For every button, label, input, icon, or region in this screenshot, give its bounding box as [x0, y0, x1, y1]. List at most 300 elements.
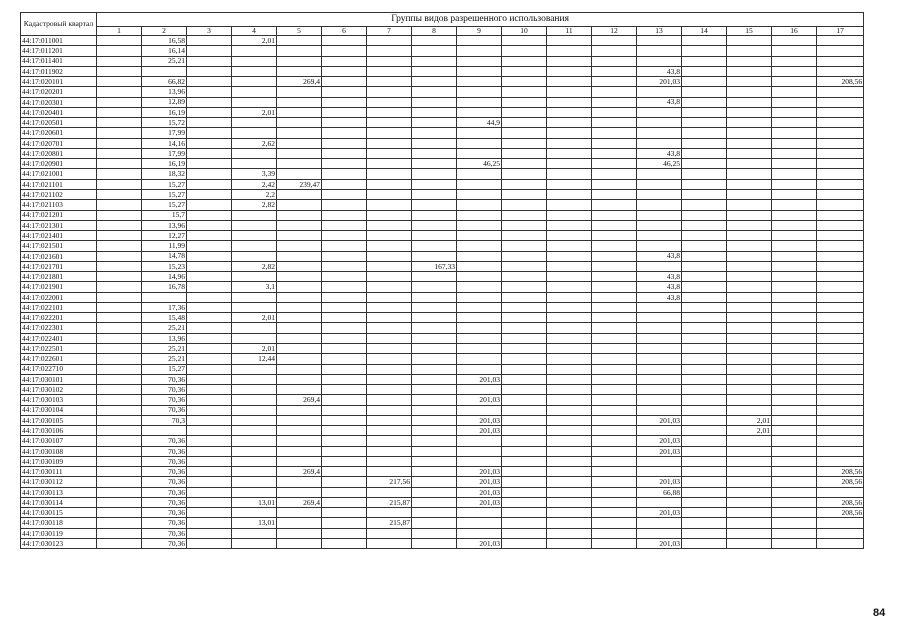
value-cell-group-5 — [277, 107, 322, 117]
value-cell-group-8 — [412, 426, 457, 436]
column-number-6: 6 — [322, 27, 367, 36]
value-cell-group-16 — [772, 220, 817, 230]
value-cell-group-1 — [97, 87, 142, 97]
value-cell-group-6 — [322, 87, 367, 97]
value-cell-group-5 — [277, 385, 322, 395]
table-row — [21, 148, 864, 158]
value-cell-group-2: 13,96 — [142, 220, 187, 230]
value-cell-group-16 — [772, 487, 817, 497]
value-cell-group-2: 70,36 — [142, 436, 187, 446]
value-cell-group-17 — [817, 220, 864, 230]
value-cell-group-10 — [502, 179, 547, 189]
quarter-code-cell: 44:17:021201 — [21, 210, 97, 220]
value-cell-group-5 — [277, 169, 322, 179]
table-row — [21, 323, 864, 333]
value-cell-group-4 — [232, 292, 277, 302]
value-cell-group-17 — [817, 159, 864, 169]
value-cell-group-16 — [772, 415, 817, 425]
value-cell-group-8 — [412, 518, 457, 528]
value-cell-group-17 — [817, 456, 864, 466]
value-cell-group-2: 25,21 — [142, 323, 187, 333]
column-number-9: 9 — [457, 27, 502, 36]
value-cell-group-5 — [277, 148, 322, 158]
value-cell-group-1 — [97, 251, 142, 261]
value-cell-group-8 — [412, 179, 457, 189]
table-row — [21, 241, 864, 251]
value-cell-group-2: 15,48 — [142, 313, 187, 323]
value-cell-group-8 — [412, 189, 457, 199]
value-cell-group-13 — [637, 200, 682, 210]
value-cell-group-13 — [637, 179, 682, 189]
value-cell-group-16 — [772, 292, 817, 302]
value-cell-group-12 — [592, 148, 637, 158]
value-cell-group-8 — [412, 497, 457, 507]
value-cell-group-9: 201,03 — [457, 487, 502, 497]
value-cell-group-12 — [592, 456, 637, 466]
table-row — [21, 261, 864, 271]
value-cell-group-4: 2,82 — [232, 261, 277, 271]
value-cell-group-12 — [592, 446, 637, 456]
value-cell-group-12 — [592, 282, 637, 292]
column-number-8: 8 — [412, 27, 457, 36]
value-cell-group-16 — [772, 231, 817, 241]
value-cell-group-11 — [547, 189, 592, 199]
value-cell-group-8 — [412, 539, 457, 549]
table-row — [21, 118, 864, 128]
value-cell-group-11 — [547, 66, 592, 76]
value-cell-group-4 — [232, 66, 277, 76]
value-cell-group-2: 13,96 — [142, 333, 187, 343]
value-cell-group-5 — [277, 508, 322, 518]
value-cell-group-5 — [277, 518, 322, 528]
value-cell-group-7 — [367, 313, 412, 323]
value-cell-group-6 — [322, 364, 367, 374]
value-cell-group-16 — [772, 148, 817, 158]
table-row — [21, 343, 864, 353]
value-cell-group-12 — [592, 159, 637, 169]
value-cell-group-10 — [502, 282, 547, 292]
value-cell-group-1 — [97, 343, 142, 353]
value-cell-group-9 — [457, 46, 502, 56]
value-cell-group-17 — [817, 46, 864, 56]
column-number-5: 5 — [277, 27, 322, 36]
value-cell-group-15 — [727, 169, 772, 179]
quarter-code-cell: 44:17:030107 — [21, 436, 97, 446]
value-cell-group-16 — [772, 56, 817, 66]
value-cell-group-2: 70,36 — [142, 374, 187, 384]
table-row — [21, 539, 864, 549]
value-cell-group-16 — [772, 343, 817, 353]
value-cell-group-11 — [547, 487, 592, 497]
table-row — [21, 77, 864, 87]
value-cell-group-12 — [592, 118, 637, 128]
value-cell-group-10 — [502, 138, 547, 148]
value-cell-group-5 — [277, 231, 322, 241]
value-cell-group-4: 2,42 — [232, 179, 277, 189]
value-cell-group-2: 70,36 — [142, 518, 187, 528]
value-cell-group-2 — [142, 426, 187, 436]
value-cell-group-10 — [502, 374, 547, 384]
value-cell-group-14 — [682, 313, 727, 323]
value-cell-group-17 — [817, 282, 864, 292]
quarter-code-cell: 44:17:021101 — [21, 179, 97, 189]
value-cell-group-7 — [367, 87, 412, 97]
value-cell-group-14 — [682, 528, 727, 538]
value-cell-group-2: 15,23 — [142, 261, 187, 271]
quarter-code-cell: 44:17:021301 — [21, 220, 97, 230]
value-cell-group-5 — [277, 302, 322, 312]
value-cell-group-10 — [502, 302, 547, 312]
value-cell-group-14 — [682, 87, 727, 97]
value-cell-group-10 — [502, 261, 547, 271]
value-cell-group-11 — [547, 456, 592, 466]
value-cell-group-6 — [322, 200, 367, 210]
value-cell-group-4 — [232, 231, 277, 241]
value-cell-group-17 — [817, 436, 864, 446]
value-cell-group-14 — [682, 385, 727, 395]
value-cell-group-12 — [592, 539, 637, 549]
value-cell-group-13 — [637, 467, 682, 477]
value-cell-group-11 — [547, 395, 592, 405]
value-cell-group-5 — [277, 272, 322, 282]
table-row — [21, 36, 864, 46]
value-cell-group-10 — [502, 56, 547, 66]
table-row — [21, 415, 864, 425]
column-number-17: 17 — [817, 27, 864, 36]
quarter-code-cell: 44:17:030114 — [21, 497, 97, 507]
value-cell-group-4 — [232, 539, 277, 549]
value-cell-group-9 — [457, 436, 502, 446]
value-cell-group-11 — [547, 231, 592, 241]
value-cell-group-8 — [412, 333, 457, 343]
value-cell-group-12 — [592, 128, 637, 138]
value-cell-group-4 — [232, 467, 277, 477]
value-cell-group-16 — [772, 179, 817, 189]
value-cell-group-10 — [502, 456, 547, 466]
value-cell-group-6 — [322, 128, 367, 138]
value-cell-group-2: 70,36 — [142, 456, 187, 466]
value-cell-group-17 — [817, 200, 864, 210]
value-cell-group-9 — [457, 528, 502, 538]
value-cell-group-17 — [817, 395, 864, 405]
value-cell-group-7 — [367, 36, 412, 46]
value-cell-group-14 — [682, 405, 727, 415]
value-cell-group-7 — [367, 179, 412, 189]
value-cell-group-6 — [322, 46, 367, 56]
value-cell-group-8 — [412, 231, 457, 241]
value-cell-group-12 — [592, 323, 637, 333]
table-row — [21, 220, 864, 230]
value-cell-group-9 — [457, 385, 502, 395]
value-cell-group-8 — [412, 36, 457, 46]
value-cell-group-5 — [277, 200, 322, 210]
value-cell-group-2: 11,99 — [142, 241, 187, 251]
value-cell-group-13 — [637, 231, 682, 241]
value-cell-group-15 — [727, 77, 772, 87]
value-cell-group-6 — [322, 539, 367, 549]
value-cell-group-12 — [592, 508, 637, 518]
value-cell-group-6 — [322, 210, 367, 220]
value-cell-group-7 — [367, 272, 412, 282]
value-cell-group-14 — [682, 518, 727, 528]
value-cell-group-11 — [547, 107, 592, 117]
value-cell-group-8 — [412, 87, 457, 97]
value-cell-group-12 — [592, 343, 637, 353]
value-cell-group-13 — [637, 323, 682, 333]
value-cell-group-16 — [772, 436, 817, 446]
quarter-code-cell: 44:17:021601 — [21, 251, 97, 261]
column-number-2: 2 — [142, 27, 187, 36]
value-cell-group-13 — [637, 107, 682, 117]
value-cell-group-2: 15,27 — [142, 189, 187, 199]
value-cell-group-16 — [772, 395, 817, 405]
value-cell-group-8 — [412, 292, 457, 302]
value-cell-group-4 — [232, 97, 277, 107]
value-cell-group-10 — [502, 210, 547, 220]
column-number-15: 15 — [727, 27, 772, 36]
value-cell-group-14 — [682, 487, 727, 497]
table-row — [21, 497, 864, 507]
value-cell-group-3 — [187, 189, 232, 199]
table-row — [21, 374, 864, 384]
value-cell-group-2: 70,36 — [142, 487, 187, 497]
value-cell-group-1 — [97, 179, 142, 189]
quarter-code-cell: 44:17:022710 — [21, 364, 97, 374]
value-cell-group-3 — [187, 148, 232, 158]
value-cell-group-5 — [277, 343, 322, 353]
value-cell-group-5: 269,4 — [277, 395, 322, 405]
quarter-code-cell: 44:17:030119 — [21, 528, 97, 538]
value-cell-group-7 — [367, 302, 412, 312]
value-cell-group-7 — [367, 426, 412, 436]
value-cell-group-3 — [187, 477, 232, 487]
value-cell-group-7 — [367, 77, 412, 87]
value-cell-group-1 — [97, 272, 142, 282]
value-cell-group-2: 14,78 — [142, 251, 187, 261]
value-cell-group-2: 16,19 — [142, 107, 187, 117]
table-row — [21, 354, 864, 364]
value-cell-group-2: 66,82 — [142, 77, 187, 87]
value-cell-group-3 — [187, 467, 232, 477]
value-cell-group-4 — [232, 128, 277, 138]
value-cell-group-6 — [322, 497, 367, 507]
value-cell-group-13 — [637, 128, 682, 138]
value-cell-group-9 — [457, 66, 502, 76]
quarter-code-cell: 44:17:020401 — [21, 107, 97, 117]
value-cell-group-2: 25,21 — [142, 56, 187, 66]
value-cell-group-12 — [592, 107, 637, 117]
value-cell-group-12 — [592, 87, 637, 97]
quarter-code-cell: 44:17:020701 — [21, 138, 97, 148]
quarter-code-cell: 44:17:021901 — [21, 282, 97, 292]
value-cell-group-7 — [367, 364, 412, 374]
value-cell-group-11 — [547, 354, 592, 364]
value-cell-group-1 — [97, 405, 142, 415]
value-cell-group-13: 201,03 — [637, 415, 682, 425]
value-cell-group-1 — [97, 333, 142, 343]
value-cell-group-7 — [367, 292, 412, 302]
value-cell-group-3 — [187, 138, 232, 148]
value-cell-group-16 — [772, 261, 817, 271]
table-row — [21, 97, 864, 107]
value-cell-group-14 — [682, 272, 727, 282]
value-cell-group-7 — [367, 189, 412, 199]
value-cell-group-8 — [412, 272, 457, 282]
quarter-code-cell: 44:17:022101 — [21, 302, 97, 312]
value-cell-group-7 — [367, 374, 412, 384]
value-cell-group-2: 70,36 — [142, 539, 187, 549]
value-cell-group-12 — [592, 405, 637, 415]
value-cell-group-15 — [727, 118, 772, 128]
value-cell-group-16 — [772, 477, 817, 487]
value-cell-group-16 — [772, 497, 817, 507]
table-row — [21, 405, 864, 415]
value-cell-group-8 — [412, 487, 457, 497]
value-cell-group-2: 70,36 — [142, 497, 187, 507]
value-cell-group-15 — [727, 66, 772, 76]
value-cell-group-16 — [772, 364, 817, 374]
value-cell-group-6 — [322, 292, 367, 302]
value-cell-group-10 — [502, 436, 547, 446]
value-cell-group-5: 269,4 — [277, 77, 322, 87]
value-cell-group-1 — [97, 487, 142, 497]
value-cell-group-14 — [682, 159, 727, 169]
value-cell-group-7 — [367, 66, 412, 76]
table-row — [21, 189, 864, 199]
value-cell-group-1 — [97, 518, 142, 528]
value-cell-group-17 — [817, 261, 864, 271]
value-cell-group-3 — [187, 385, 232, 395]
quarter-code-cell: 44:17:021801 — [21, 272, 97, 282]
table-row — [21, 169, 864, 179]
column-number-row — [21, 27, 864, 36]
value-cell-group-15 — [727, 292, 772, 302]
value-cell-group-10 — [502, 467, 547, 477]
value-cell-group-6 — [322, 77, 367, 87]
value-cell-group-6 — [322, 313, 367, 323]
value-cell-group-13 — [637, 456, 682, 466]
value-cell-group-12 — [592, 467, 637, 477]
value-cell-group-2: 15,27 — [142, 364, 187, 374]
value-cell-group-1 — [97, 467, 142, 477]
value-cell-group-16 — [772, 467, 817, 477]
value-cell-group-8 — [412, 56, 457, 66]
value-cell-group-16 — [772, 87, 817, 97]
value-cell-group-17 — [817, 66, 864, 76]
value-cell-group-1 — [97, 477, 142, 487]
value-cell-group-1 — [97, 528, 142, 538]
value-cell-group-1 — [97, 374, 142, 384]
value-cell-group-7 — [367, 354, 412, 364]
value-cell-group-10 — [502, 395, 547, 405]
value-cell-group-15 — [727, 179, 772, 189]
value-cell-group-3 — [187, 528, 232, 538]
value-cell-group-17 — [817, 87, 864, 97]
value-cell-group-8 — [412, 343, 457, 353]
value-cell-group-13 — [637, 385, 682, 395]
value-cell-group-7 — [367, 107, 412, 117]
value-cell-group-8 — [412, 46, 457, 56]
value-cell-group-1 — [97, 539, 142, 549]
value-cell-group-14 — [682, 179, 727, 189]
value-cell-group-16 — [772, 138, 817, 148]
value-cell-group-13 — [637, 426, 682, 436]
value-cell-group-8 — [412, 477, 457, 487]
value-cell-group-17 — [817, 518, 864, 528]
value-cell-group-16 — [772, 282, 817, 292]
value-cell-group-6 — [322, 179, 367, 189]
value-cell-group-10 — [502, 477, 547, 487]
quarter-code-cell: 44:17:030113 — [21, 487, 97, 497]
value-cell-group-2 — [142, 66, 187, 76]
value-cell-group-12 — [592, 313, 637, 323]
value-cell-group-4 — [232, 364, 277, 374]
value-cell-group-4 — [232, 220, 277, 230]
value-cell-group-9 — [457, 169, 502, 179]
value-cell-group-9 — [457, 302, 502, 312]
value-cell-group-9: 201,03 — [457, 415, 502, 425]
value-cell-group-12 — [592, 46, 637, 56]
value-cell-group-11 — [547, 323, 592, 333]
value-cell-group-14 — [682, 436, 727, 446]
value-cell-group-2: 17,99 — [142, 148, 187, 158]
value-cell-group-16 — [772, 385, 817, 395]
value-cell-group-15 — [727, 539, 772, 549]
value-cell-group-11 — [547, 87, 592, 97]
value-cell-group-6 — [322, 169, 367, 179]
value-cell-group-6 — [322, 343, 367, 353]
value-cell-group-14 — [682, 343, 727, 353]
value-cell-group-11 — [547, 374, 592, 384]
value-cell-group-1 — [97, 354, 142, 364]
value-cell-group-15 — [727, 97, 772, 107]
value-cell-group-17 — [817, 148, 864, 158]
quarter-code-cell: 44:17:011902 — [21, 66, 97, 76]
table-row — [21, 272, 864, 282]
value-cell-group-11 — [547, 220, 592, 230]
value-cell-group-15 — [727, 302, 772, 312]
value-cell-group-2: 25,21 — [142, 343, 187, 353]
value-cell-group-1 — [97, 66, 142, 76]
value-cell-group-10 — [502, 159, 547, 169]
value-cell-group-10 — [502, 354, 547, 364]
value-cell-group-4: 2,2 — [232, 189, 277, 199]
value-cell-group-14 — [682, 456, 727, 466]
value-cell-group-3 — [187, 210, 232, 220]
value-cell-group-14 — [682, 210, 727, 220]
value-cell-group-6 — [322, 487, 367, 497]
value-cell-group-3 — [187, 118, 232, 128]
value-cell-group-11 — [547, 77, 592, 87]
page-number: 84 — [873, 607, 886, 619]
value-cell-group-4 — [232, 333, 277, 343]
value-cell-group-6 — [322, 385, 367, 395]
value-cell-group-4: 2,01 — [232, 36, 277, 46]
value-cell-group-1 — [97, 508, 142, 518]
table-row — [21, 446, 864, 456]
quarter-code-cell: 44:17:022201 — [21, 313, 97, 323]
value-cell-group-15 — [727, 272, 772, 282]
value-cell-group-4 — [232, 251, 277, 261]
value-cell-group-10 — [502, 169, 547, 179]
value-cell-group-10 — [502, 364, 547, 374]
value-cell-group-6 — [322, 477, 367, 487]
value-cell-group-5 — [277, 210, 322, 220]
value-cell-group-13 — [637, 528, 682, 538]
value-cell-group-14 — [682, 497, 727, 507]
value-cell-group-15 — [727, 446, 772, 456]
value-cell-group-1 — [97, 292, 142, 302]
